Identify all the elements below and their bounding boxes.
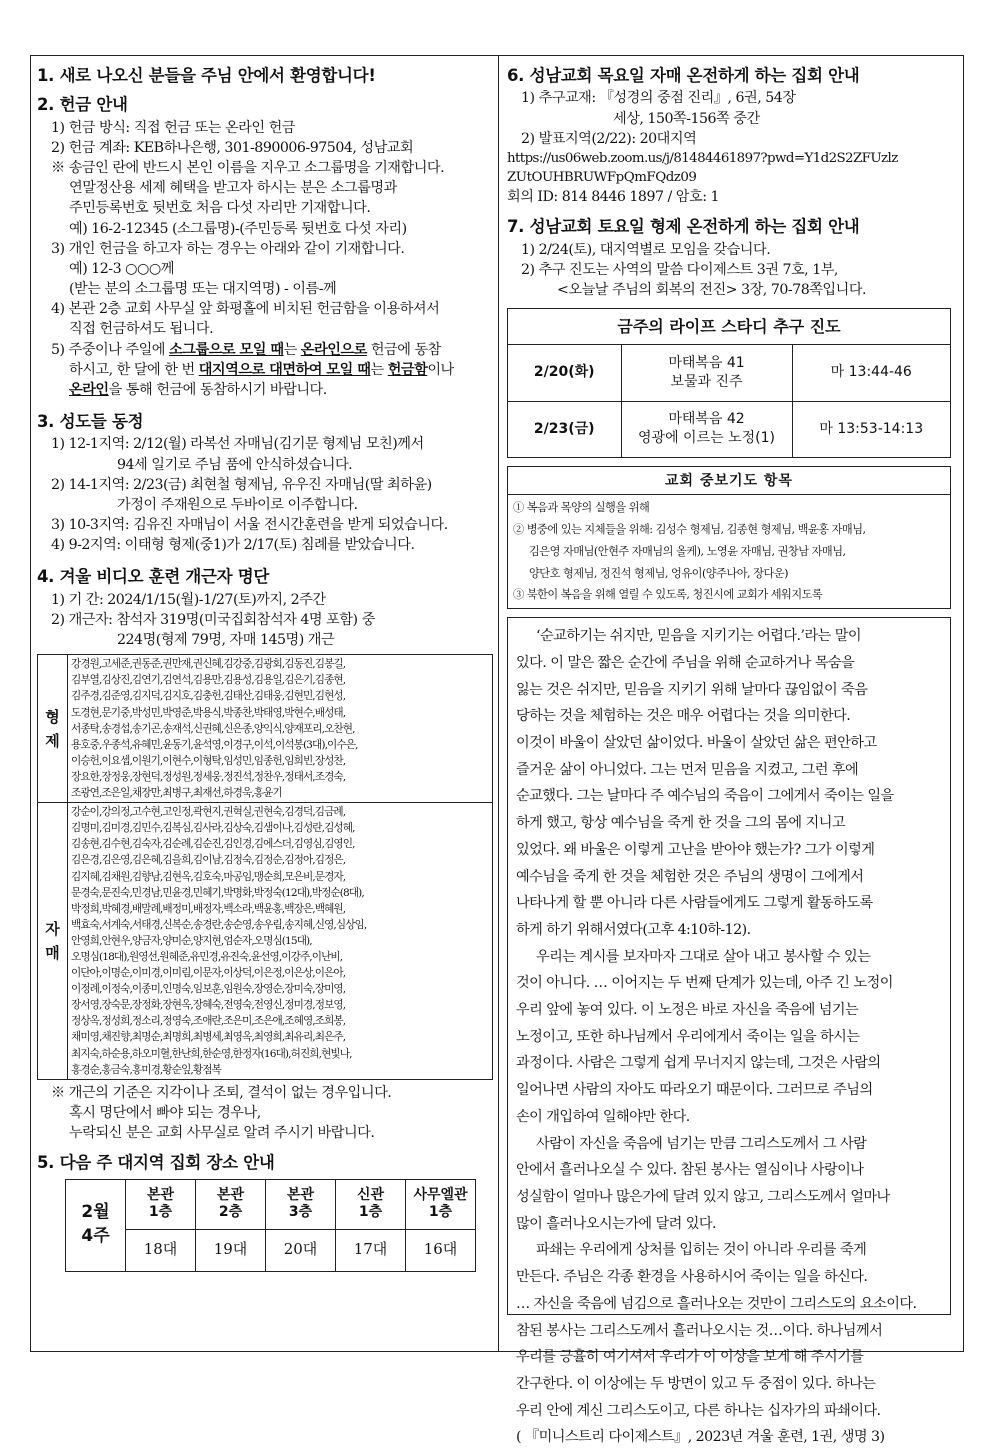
hall-header: 신관 1층 bbox=[336, 1179, 406, 1229]
essay-line: 안에서 흘러나오실 수 있다. 참된 봉사는 열심이나 사랑이나 bbox=[516, 1162, 864, 1179]
essay-line: 사람이 자신을 죽음에 넘기는 만큼 그리스도께서 그 사람 bbox=[536, 1135, 867, 1152]
essay-box bbox=[507, 617, 951, 1446]
thursday-presenter: 2) 발표지역(2/22): 20대지역 bbox=[521, 130, 697, 147]
essay-line: 순교했다. 그는 날마다 주 예수님의 죽음이 그에게서 죽이는 일을 bbox=[516, 788, 894, 805]
life-study-row bbox=[508, 345, 950, 401]
emphasis-online: 온라인 bbox=[69, 381, 109, 398]
attendance-names-table bbox=[37, 654, 493, 1079]
news-item: 1) 12-1지역: 2/12(월) 라복선 자매님(김기문 형제님 모친)께서 bbox=[51, 436, 424, 453]
essay-line: 나타나게 할 뿐 아니라 다른 사람들에게도 그렇게 활동하도록 bbox=[516, 895, 873, 912]
thursday-material: 1) 추구교재: 『성경의 중점 진리』, 6권, 54장 bbox=[521, 90, 796, 107]
offering-guideline-line: 온라인을 통해 헌금에 동참하시기 바랍니다. bbox=[69, 381, 327, 398]
saturday-item: 2) 추구 진도는 사역의 말씀 다이제스트 3권 7호, 1부, bbox=[521, 261, 838, 278]
sisters-names: 강순이,강의정,고수현,고인정,곽현지,권혁실,권현숙,김경덕,김금례, 김명미,김미경,김민수,김복심,김사라,김상숙,김샘이나,김성란,김성혜, 김송현,김수현,김숙자,김순례,김순진,김인경,김에스더,김영심,김영인, 김은경,김은영,김은혜,김을희,김이남,김정숙,김정순,김정아,김정은, 김지혜,김채원,김향남,김현옥,김호숙,마공임,맹순희,모은비,문경자, 문경숙,문진숙,민경남,민윤경,민혜기,박명화,박정숙(12대),박정순(8대), 박정희,박혜경,배말례,배정미,배정자,백소라,백윤홍,백장은,백혜원, 백효숙,서계숙,서태경,신복순,송경란,송순영,송우림,송지혜,신영,심상임, 안영희,안현우,양금자,양미순,양지현,엄순자,오명심(15대), 오명심(18대),원영선,원혜준,유민경,유진숙,윤선영,이강주,이난비, 이단아,이명순,이미경,이미림,이문자,이상덕,이은정,이은상,이은아, 이정례,이정숙,이종미,인명숙,임보훈,임원숙,장영순,장미숙,장미영, 장서영,장숙문,장정화,장현옥,장혜숙,전영숙,전영신,정미경,정보영, 정상옥,정성희,정소리,정영숙,조애란,조은미,조은애,조혜영,조희봉, 채미영,채진향,최명순,최명희,최병세,최영옥,최영희,최유리,최은주, 최지숙,하순용,하오미혈,한난희,한순영,한정자(16대),허진희,현빛나, 홍경순,홍금숙,홍미경,황순잎,황점복 bbox=[68, 803, 493, 1080]
offering-note-line: 주민등록번호 뒷번호 처음 다섯 자리만 기재합니다. bbox=[69, 200, 371, 217]
essay-line: 참된 봉사는 그리스도께서 흘러나오시는 것…이다. 하나님께서 bbox=[516, 1322, 883, 1339]
section-saturday-title: 7. 성남교회 토요일 형제 온전하게 하는 집회 안내 bbox=[507, 217, 860, 237]
section-welcome-title: 1. 새로 나오신 분들을 주님 안에서 환영합니다! bbox=[37, 66, 376, 85]
emphasis-small-group: 소그룹으로 모일 때 bbox=[169, 341, 284, 358]
prayer-title: 교회 중보기도 항목 bbox=[508, 467, 950, 495]
section-location-title: 5. 다음 주 대지역 집회 장소 안내 bbox=[37, 1153, 275, 1173]
essay-line: 많이 흘러나오시는가에 달려 있다. bbox=[516, 1215, 717, 1232]
essay-line: 만든다. 주님은 각종 환경을 사용하시어 죽이는 일을 하신다. bbox=[516, 1269, 868, 1286]
section-news-title: 3. 성도들 동정 bbox=[37, 412, 144, 432]
essay-line: 이것이 바울이 살았던 삶이었다. 바울이 살았던 삶은 편안하고 bbox=[516, 735, 877, 752]
offering-personal-format: (받는 분의 소그룹명 또는 대지역명) - 이름-께 bbox=[69, 281, 337, 298]
news-item: 2) 14-1지역: 2/23(금) 최현철 형제님, 유우진 자매님(딸 최하윤) bbox=[51, 476, 432, 493]
zoom-meeting-id: 회의 ID: 814 8446 1897 / 암호: 1 bbox=[507, 188, 720, 205]
location-week: 2월 4주 bbox=[66, 1179, 126, 1271]
prayer-item-line: 양단호 형제님, 정진석 형제님, 엉유이(양주나아, 장다운) bbox=[529, 566, 788, 580]
essay-line: 과정이다. 사람은 그렇게 쉽게 무너지지 않는데, 그것은 사람의 bbox=[516, 1055, 881, 1072]
hall-group: 16대 bbox=[406, 1229, 476, 1271]
attendance-period: 1) 기 간: 2024/1/15(월)-1/27(토)까지, 2주간 bbox=[51, 591, 326, 608]
essay-line: 우리 앞에 놓여 있다. 이 노정은 바로 자신을 죽음에 넘기는 bbox=[516, 1002, 859, 1019]
offering-guideline-line: 하시고, 한 달에 한 번 대지역으로 대면하여 모일 때는 헌금함이나 bbox=[69, 361, 454, 378]
saturday-item-line: <오늘날 주님의 회복의 전진> 3장, 70-78쪽입니다. bbox=[557, 281, 867, 298]
hall-group: 17대 bbox=[336, 1229, 406, 1271]
offering-guideline: 5) 주중이나 주일에 소그룹으로 모일 때는 온라인으로 헌금에 동참 bbox=[51, 341, 441, 358]
essay-line: 즐거운 삶이 아니었다. 그는 먼저 믿음을 지켰고, 그런 후에 bbox=[516, 761, 859, 778]
news-item: 4) 9-2지역: 이태형 형제(중1)가 2/17(토) 침례를 받았습니다. bbox=[51, 537, 415, 554]
emphasis-district: 대지역으로 대면하여 모일 때 bbox=[198, 361, 371, 378]
life-study-reference: 마 13:53-14:13 bbox=[792, 401, 950, 457]
section-thursday-title: 6. 성남교회 목요일 자매 온전하게 하는 집회 안내 bbox=[507, 66, 860, 85]
hall-group: 19대 bbox=[196, 1229, 266, 1271]
location-header-row bbox=[66, 1179, 476, 1229]
offering-note: ※ 송금인 란에 반드시 본인 이름을 지우고 소그룹명을 기재합니다. bbox=[51, 160, 445, 177]
essay-line: 우리는 계시를 보자마자 그대로 살아 내고 봉사할 수 있는 bbox=[536, 948, 871, 965]
essay-source: ( 『미니스트리 다이제스트』, 2023년 겨울 훈련, 1권, 생명 3) bbox=[516, 1429, 885, 1446]
attendance-count-line: 224명(형제 79명, 자매 145명) 개근 bbox=[117, 632, 335, 649]
emphasis-offering-box: 헌금함 bbox=[387, 361, 428, 378]
essay-line: 잃는 것은 쉬지만, 믿음을 지키기 위해 날마다 끊임없이 죽음 bbox=[516, 681, 868, 698]
essay-line: ‘순교하기는 쉬지만, 믿음을 지키기는 어렵다.’라는 말이 bbox=[536, 628, 862, 645]
sisters-row bbox=[38, 803, 493, 1080]
zoom-link[interactable]: https://us06web.zoom.us/j/81484461897?pwd=Y1d2S2ZFUzlz bbox=[507, 150, 898, 166]
attendance-note-line: 누락되신 분은 교회 사무실로 알려 주시기 바랍니다. bbox=[69, 1125, 375, 1142]
prayer-item: ① 복음과 목양의 실행을 위해 bbox=[513, 501, 650, 514]
prayer-item-line: 김은영 자매님(안현주 자매님의 올케), 노영윤 자매님, 권창남 자매님, bbox=[529, 544, 846, 558]
essay-line: 우리를 긍휼히 여기셔서 우리가 이 이상을 보게 해 주시기를 bbox=[516, 1349, 864, 1366]
offering-note-line: 연말정산용 세제 혜택을 받고자 하시는 분은 소그룹명과 bbox=[69, 180, 397, 197]
essay-line: 파쇄는 우리에게 상처를 입히는 것이 아니라 우리를 죽게 bbox=[536, 1242, 867, 1259]
hall-header: 본관 2층 bbox=[196, 1179, 266, 1229]
sisters-label: 자 매 bbox=[38, 803, 68, 1080]
hall-header: 본관 3층 bbox=[266, 1179, 336, 1229]
life-study-date: 2/20(화) bbox=[508, 345, 621, 401]
essay-line: 간구한다. 이 이상에는 두 방면이 있고 두 중점이 있다. 하나는 bbox=[516, 1375, 876, 1392]
essay-line: … 자신을 죽음에 넘김으로 흘러나오는 것만이 그리스도의 요소이다. bbox=[516, 1295, 917, 1312]
essay-line: 하게 하기 위해서였다(고후 4:10하-12). bbox=[516, 921, 751, 938]
life-study-reference: 마 13:44-46 bbox=[830, 364, 912, 381]
brothers-names: 강경원,고세준,권동준,권만재,권신혜,김강중,김광회,김동진,김봉길, 김부열,김상진,김연기,김연석,김용만,김용성,김용일,김은기,김종현, 김주경,김준영,김지덕,김지호,김충헌,김태산,김태웅,김현민,김현성, 도경현,문기중,박성민,박영준,박용식,박종찬,박태영,박현수,배성태, 서종탁,송경섭,송기곤,송재석,신권혜,신은종,양익식,양재포리,오찬현, 용호중,우종석,유혜민,윤동기,윤석영,이경구,이석,이석봉(3대),이수은, 이승헌,이요셉,이원기,이현수,이형탁,임성민,임종헌,임희빈,장성찬, 장요한,장정웅,장현덕,정성원,정세웅,정진석,정찬우,정태서,조경숙, 조광연,조은일,채장만,최병구,최재선,하경욱,홍윤기 bbox=[68, 655, 493, 803]
hall-group: 20대 bbox=[266, 1229, 336, 1271]
zoom-link-line[interactable]: ZUtOUHBRUWFpQmFQdz09 bbox=[507, 169, 697, 185]
news-item-line: 가정이 주재원으로 두바이로 이주합니다. bbox=[117, 496, 358, 513]
essay-line: 것이 아니다. … 이어지는 두 번째 단계가 있는데, 아주 긴 노정이 bbox=[516, 975, 893, 992]
attendance-note-line: 혹시 명단에서 빠야 되는 경우나, bbox=[69, 1104, 261, 1121]
essay-line: 있다. 이 말은 짧은 순간에 주님을 위해 순교하거나 목숨을 bbox=[516, 654, 855, 671]
emphasis-online: 온라인으로 bbox=[300, 341, 367, 358]
prayer-box bbox=[507, 466, 951, 609]
essay-line: 성실함이 얼마나 많은가에 달려 있지 않고, 그리스도께서 얼마나 bbox=[516, 1188, 890, 1205]
prayer-item: ③ 북한이 복음을 위해 열릴 수 있도록, 청진시에 교회가 세워지도록 bbox=[513, 588, 823, 602]
bulletin-page bbox=[30, 55, 964, 1446]
offering-box: 4) 본관 2층 교회 사무실 앞 화평홀에 비치된 헌금함을 이용하셔서 bbox=[51, 301, 440, 318]
essay-line: 노정이고, 또한 하나님께서 우리에게서 죽이는 일을 하시는 bbox=[516, 1028, 860, 1045]
left-column bbox=[31, 56, 499, 1351]
prayer-list bbox=[508, 495, 950, 608]
brothers-label: 형 제 bbox=[38, 655, 68, 803]
saturday-item: 1) 2/24(토), 대지역별로 모임을 갖습니다. bbox=[521, 241, 771, 258]
thursday-material-line: 세상, 150쪽-156쪽 중간 bbox=[613, 110, 760, 127]
offering-box-line: 직접 헌금하셔도 됩니다. bbox=[69, 321, 214, 338]
life-study-box bbox=[507, 308, 951, 458]
attendance-count: 2) 개근자: 참석자 319명(미국집회참석자 4명 포함) 중 bbox=[51, 611, 375, 628]
life-study-table bbox=[508, 345, 950, 457]
news-item-line: 94세 일기로 주님 품에 안식하셨습니다. bbox=[117, 456, 353, 473]
offering-note-example: 예) 16-2-12345 (소그룹명)-(주민등록 뒷번호 다섯 자리) bbox=[69, 220, 407, 237]
essay-line: 예수님을 죽게 한 것을 체험한 것은 주님의 생명이 그에게서 bbox=[516, 868, 864, 885]
prayer-item: ② 병중에 있는 지체들을 위해: 김성수 형제님, 김종현 형제님, 백윤홍 자매님, bbox=[513, 522, 866, 536]
essay-line: 있었다. 왜 바울은 이렇게 고난을 받아야 했는가? 그가 이렇게 bbox=[516, 841, 875, 858]
location-value-row bbox=[66, 1229, 476, 1271]
hall-header: 사무엘관 1층 bbox=[406, 1179, 476, 1229]
right-column bbox=[499, 56, 963, 1446]
essay-line: 일어나면 사람의 자아도 따라오기 때문이다. 그러므로 주님의 bbox=[516, 1082, 873, 1099]
life-study-date: 2/23(금) bbox=[508, 401, 621, 457]
life-study-message: 마태복음 42 영광에 이르는 노정(1) bbox=[621, 401, 792, 457]
hall-header: 본관 1층 bbox=[126, 1179, 196, 1229]
offering-account: 2) 헌금 계좌: KEB하나은행, 301-890006-97504, 성남교회 bbox=[51, 140, 414, 156]
offering-personal: 3) 개인 헌금을 하고자 하는 경우는 아래와 같이 기재합니다. bbox=[51, 240, 405, 257]
essay-line: 하게 했고, 항상 예수님을 죽게 한 것을 그의 몸에 지니고 bbox=[516, 815, 846, 832]
news-item: 3) 10-3지역: 김유진 자매님이 서울 전시간훈련을 받게 되었습니다. bbox=[51, 517, 448, 534]
essay-line: 손이 개입하여 일해야만 한다. bbox=[516, 1108, 690, 1125]
location-table bbox=[65, 1179, 476, 1272]
life-study-title: 금주의 라이프 스타디 추구 진도 bbox=[508, 309, 950, 345]
offering-personal-example: 예) 12-3 ○○○께 bbox=[69, 260, 174, 277]
essay-line: 우리 안에 계신 그리스도이고, 다른 하나는 십자가의 파쇄이다. bbox=[516, 1402, 881, 1419]
hall-group: 18대 bbox=[126, 1229, 196, 1271]
attendance-note: ※ 개근의 기준은 지각이나 조퇴, 결석이 없는 경우입니다. bbox=[51, 1084, 392, 1101]
brothers-row bbox=[38, 655, 493, 803]
section-attendance-title: 4. 겨울 비디오 훈련 개근자 명단 bbox=[37, 567, 270, 587]
section-offering-title: 2. 헌금 안내 bbox=[37, 95, 128, 115]
essay-line: 당하는 것을 체험하는 것은 매우 어렵다는 것을 의미한다. bbox=[516, 708, 851, 725]
offering-method: 1) 헌금 방식: 직접 헌금 또는 온라인 헌금 bbox=[51, 119, 295, 136]
life-study-message: 마태복음 41 보물과 진주 bbox=[621, 345, 792, 401]
life-study-row bbox=[508, 401, 950, 457]
